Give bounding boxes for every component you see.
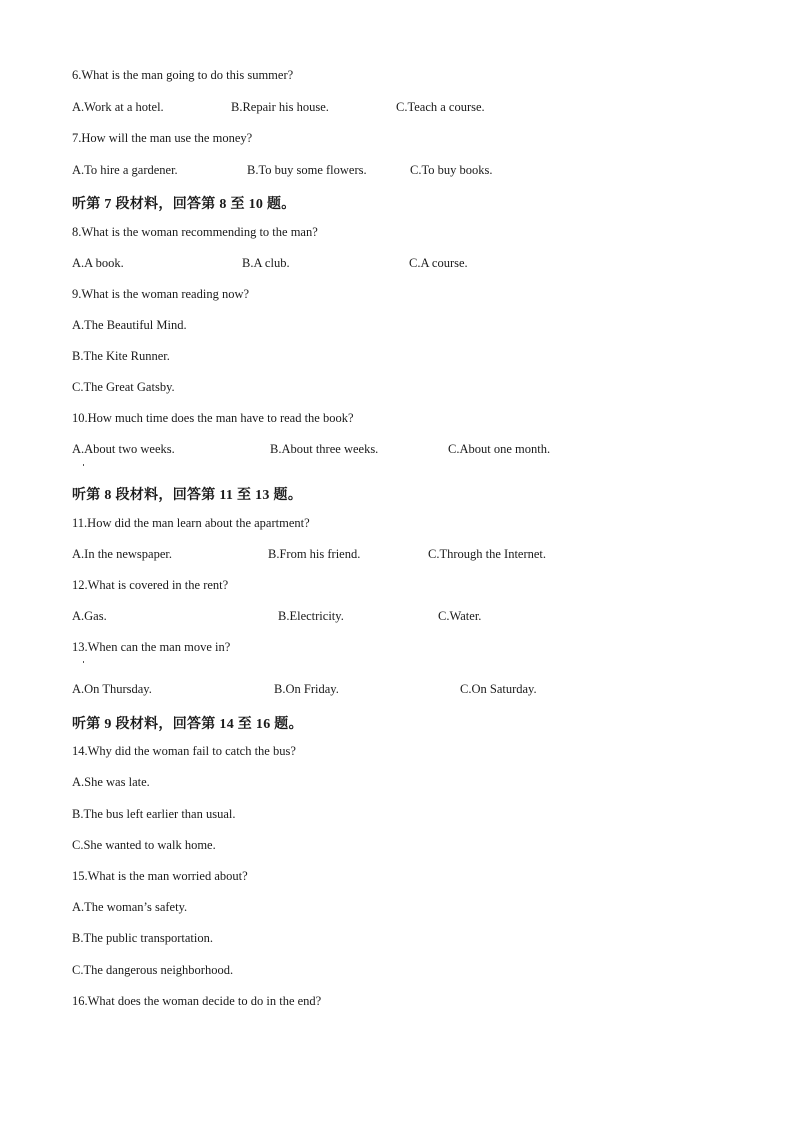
question-10: 10.How much time does the man have to read the book? <box>72 411 354 425</box>
option-7a: A.To hire a gardener. <box>72 163 178 177</box>
option-11b: B.From his friend. <box>268 547 361 561</box>
option-9c: C.The Great Gatsby. <box>72 380 175 394</box>
option-13c: C.On Saturday. <box>460 682 537 696</box>
option-15c: C.The dangerous neighborhood. <box>72 963 234 977</box>
option-8b: B.A club. <box>242 256 290 270</box>
question-7: 7.How will the man use the money? <box>72 131 253 145</box>
option-13b: B.On Friday. <box>274 682 339 696</box>
option-10b: B.About three weeks. <box>270 442 379 456</box>
question-13: 13.When can the man move in? <box>72 640 231 654</box>
option-6c: C.Teach a course. <box>396 100 485 114</box>
option-11c: C.Through the Internet. <box>428 547 547 561</box>
option-14b: B.The bus left earlier than usual. <box>72 807 236 821</box>
scan-mark <box>83 464 84 466</box>
question-11: 11.How did the man learn about the apartment? <box>72 516 310 530</box>
option-9b: B.The Kite Runner. <box>72 349 170 363</box>
option-15b: B.The public transportation. <box>72 931 213 945</box>
option-10c: C.About one month. <box>448 442 551 456</box>
section-heading-7: 听第 7 段材料，回答第 8 至 10 题。 <box>72 197 296 212</box>
option-12a: A.Gas. <box>72 609 107 623</box>
option-15a: A.The woman’s safety. <box>72 900 188 914</box>
option-10a: A.About two weeks. <box>72 442 175 456</box>
option-7b: B.To buy some flowers. <box>247 163 367 177</box>
option-7c: C.To buy books. <box>410 163 493 177</box>
option-6b: B.Repair his house. <box>231 100 329 114</box>
option-8c: C.A course. <box>409 256 468 270</box>
question-6: 6.What is the man going to do this summer? <box>72 68 294 82</box>
question-14: 14.Why did the woman fail to catch the bus? <box>72 744 296 758</box>
option-14a: A.She was late. <box>72 775 150 789</box>
option-13a: A.On Thursday. <box>72 682 152 696</box>
question-16: 16.What does the woman decide to do in the end? <box>72 994 322 1008</box>
question-9: 9.What is the woman reading now? <box>72 287 250 301</box>
section-heading-9: 听第 9 段材料，回答第 14 至 16 题。 <box>72 717 303 732</box>
option-9a: A.The Beautiful Mind. <box>72 318 187 332</box>
question-15: 15.What is the man worried about? <box>72 869 248 883</box>
option-12b: B.Electricity. <box>278 609 344 623</box>
question-8: 8.What is the woman recommending to the man? <box>72 225 318 239</box>
option-14c: C.She wanted to walk home. <box>72 838 216 852</box>
section-heading-8: 听第 8 段材料，回答第 11 至 13 题。 <box>72 488 303 503</box>
scan-mark <box>83 661 84 663</box>
question-12: 12.What is covered in the rent? <box>72 578 229 592</box>
option-8a: A.A book. <box>72 256 124 270</box>
option-11a: A.In the newspaper. <box>72 547 172 561</box>
option-12c: C.Water. <box>438 609 482 623</box>
option-6a: A.Work at a hotel. <box>72 100 164 114</box>
